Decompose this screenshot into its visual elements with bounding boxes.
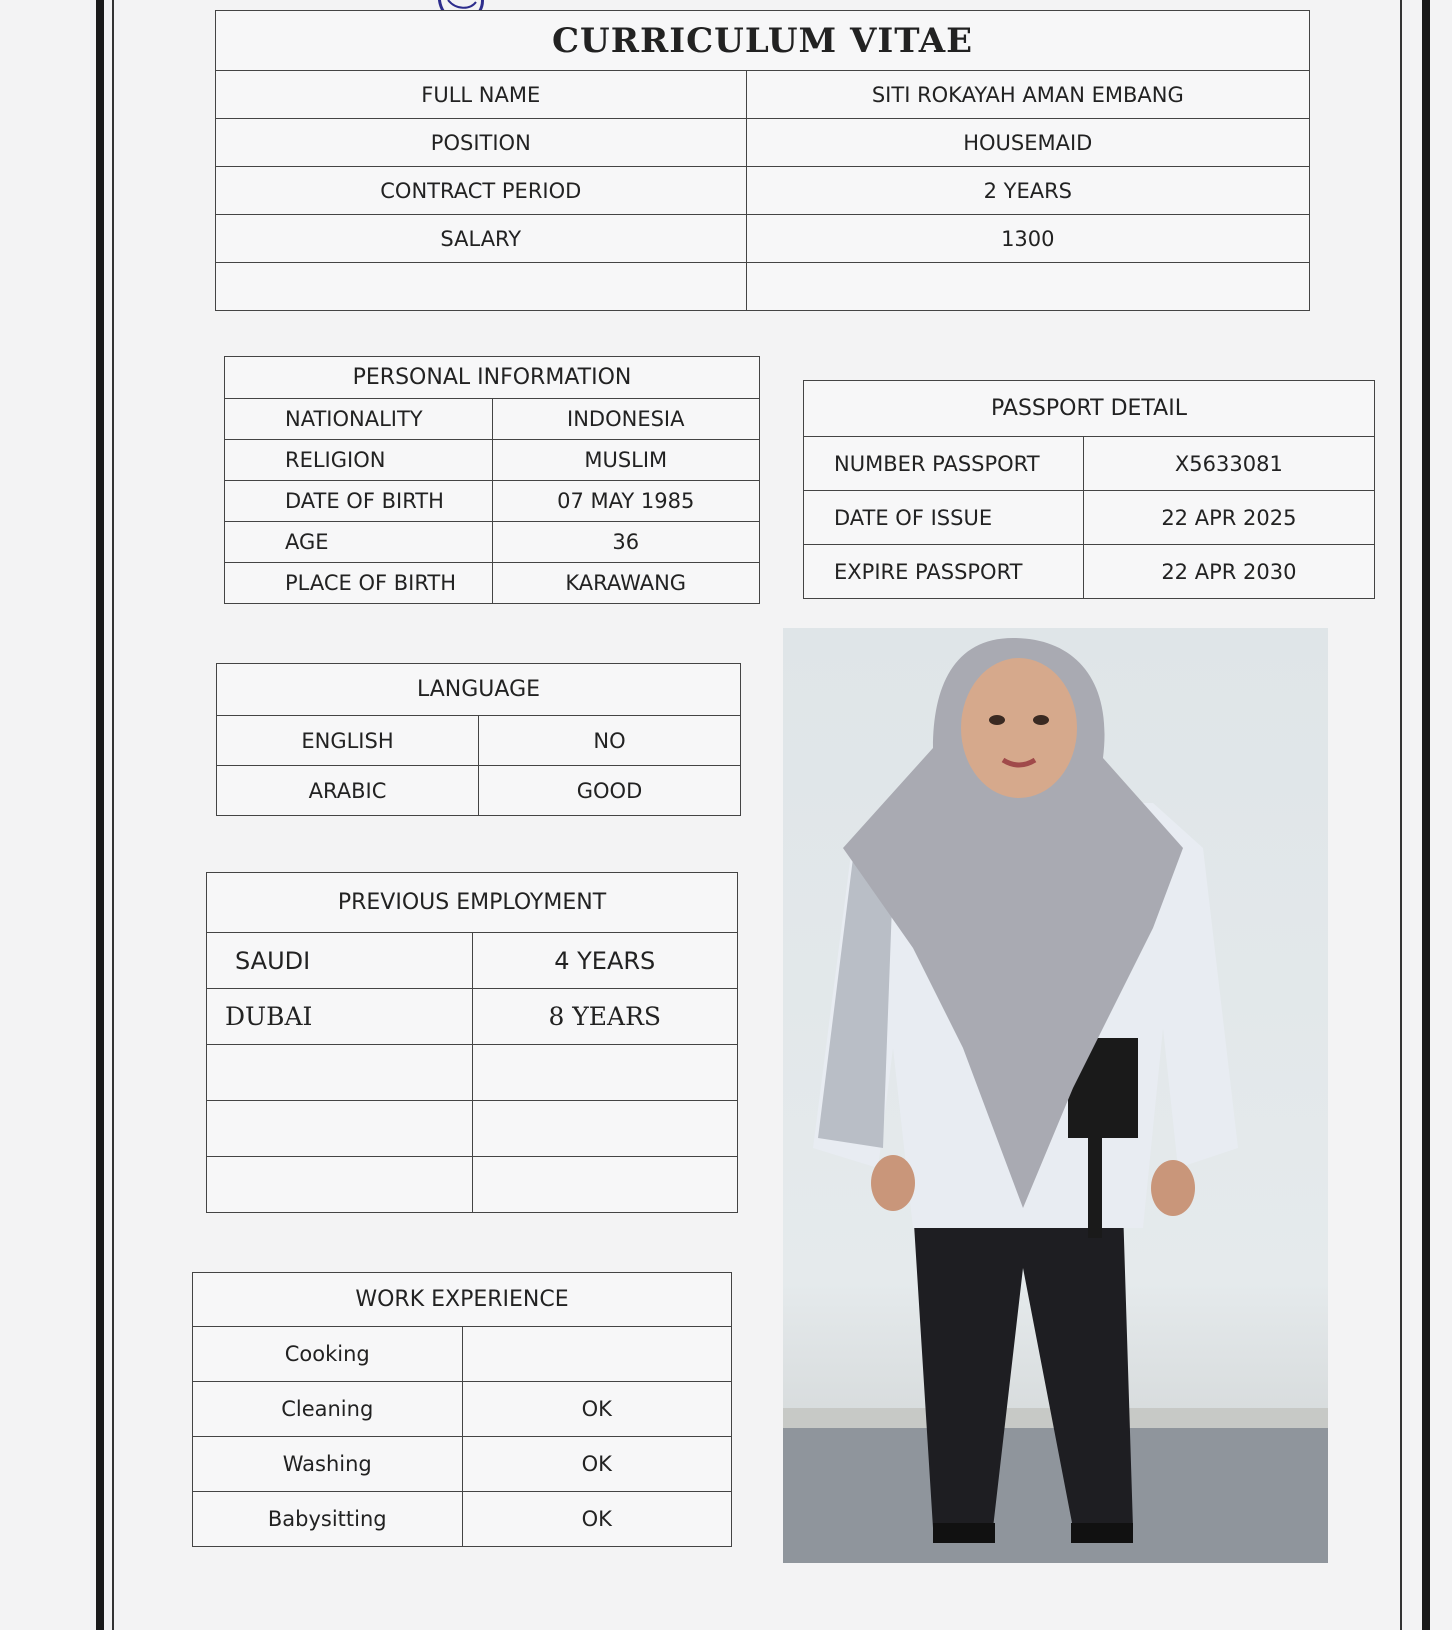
empty-cell xyxy=(472,1101,738,1157)
age-label: AGE xyxy=(225,522,493,563)
empty-cell xyxy=(207,1157,473,1213)
cooking-label: Cooking xyxy=(193,1327,463,1382)
cv-main-table xyxy=(215,10,1310,311)
saudi-value: 4 YEARS xyxy=(472,933,738,989)
contract-period-label: CONTRACT PERIOD xyxy=(216,167,747,215)
washing-value: OK xyxy=(462,1437,732,1492)
date-of-issue-label: DATE OF ISSUE xyxy=(804,491,1084,545)
religion-value: MUSLIM xyxy=(492,440,760,481)
cooking-value xyxy=(462,1327,732,1382)
work-experience-header: WORK EXPERIENCE xyxy=(193,1273,732,1327)
empty-cell xyxy=(216,263,747,311)
dubai-value: 8 YEARS xyxy=(472,989,738,1045)
nationality-label: NATIONALITY xyxy=(225,399,493,440)
english-label: ENGLISH xyxy=(217,716,479,766)
expire-passport-label: EXPIRE PASSPORT xyxy=(804,545,1084,599)
previous-employment-header: PREVIOUS EMPLOYMENT xyxy=(207,873,738,933)
previous-employment-table xyxy=(206,872,738,1213)
babysitting-label: Babysitting xyxy=(193,1492,463,1547)
date-of-issue-value: 22 APR 2025 xyxy=(1083,491,1374,545)
cleaning-label: Cleaning xyxy=(193,1382,463,1437)
full-name-label: FULL NAME xyxy=(216,71,747,119)
salary-value: 1300 xyxy=(746,215,1309,263)
passport-number-value: X5633081 xyxy=(1083,437,1374,491)
candidate-photo xyxy=(783,628,1328,1563)
passport-table xyxy=(803,380,1375,599)
empty-cell xyxy=(746,263,1309,311)
empty-cell xyxy=(207,1101,473,1157)
full-name-value: SITI ROKAYAH AMAN EMBANG xyxy=(746,71,1309,119)
language-header: LANGUAGE xyxy=(217,664,741,716)
religion-label: RELIGION xyxy=(225,440,493,481)
expire-passport-value: 22 APR 2030 xyxy=(1083,545,1374,599)
language-table xyxy=(216,663,741,816)
work-experience-table xyxy=(192,1272,732,1547)
empty-cell xyxy=(472,1045,738,1101)
washing-label: Washing xyxy=(193,1437,463,1492)
position-value: HOUSEMAID xyxy=(746,119,1309,167)
age-value: 36 xyxy=(492,522,760,563)
babysitting-value: OK xyxy=(462,1492,732,1547)
cleaning-value: OK xyxy=(462,1382,732,1437)
arabic-label: ARABIC xyxy=(217,766,479,816)
nationality-value: INDONESIA xyxy=(492,399,760,440)
empty-cell xyxy=(207,1045,473,1101)
passport-number-label: NUMBER PASSPORT xyxy=(804,437,1084,491)
place-of-birth-label: PLACE OF BIRTH xyxy=(225,563,493,604)
date-of-birth-label: DATE OF BIRTH xyxy=(225,481,493,522)
saudi-label: SAUDI xyxy=(207,933,473,989)
position-label: POSITION xyxy=(216,119,747,167)
arabic-value: GOOD xyxy=(479,766,741,816)
place-of-birth-value: KARAWANG xyxy=(492,563,760,604)
passport-header: PASSPORT DETAIL xyxy=(804,381,1375,437)
candidate-figure xyxy=(783,628,1328,1563)
empty-cell xyxy=(472,1157,738,1213)
personal-info-header: PERSONAL INFORMATION xyxy=(225,357,760,399)
personal-info-table xyxy=(224,356,760,604)
dubai-label: DUBAI xyxy=(207,989,473,1045)
contract-period-value: 2 YEARS xyxy=(746,167,1309,215)
date-of-birth-value: 07 MAY 1985 xyxy=(492,481,760,522)
salary-label: SALARY xyxy=(216,215,747,263)
english-value: NO xyxy=(479,716,741,766)
cv-title: CURRICULUM VITAE xyxy=(216,11,1310,71)
